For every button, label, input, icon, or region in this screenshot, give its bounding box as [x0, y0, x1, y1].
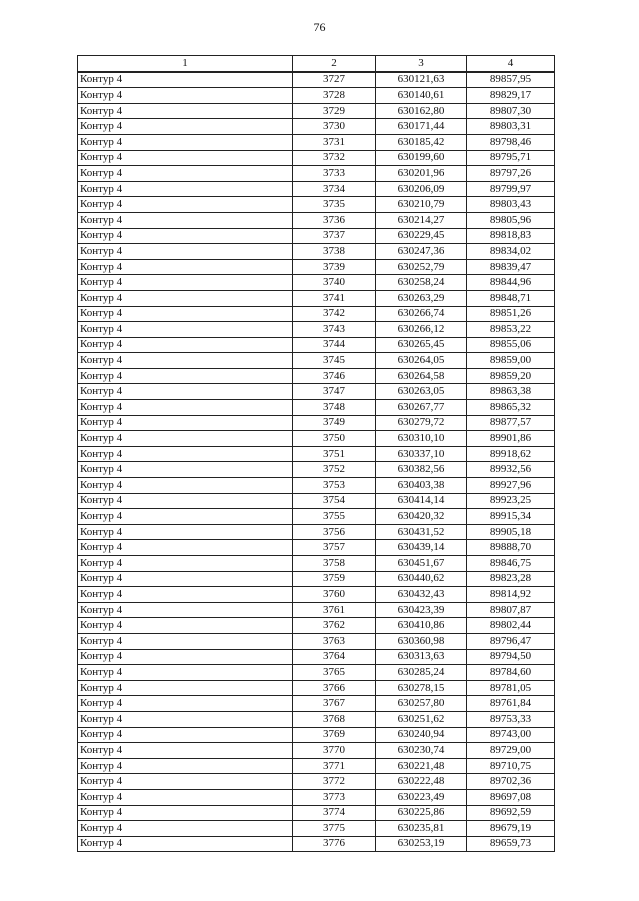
contour-name-cell: Контур 4 — [78, 478, 293, 494]
table-row — [78, 774, 555, 790]
y-coordinate-cell: 89753,33 — [467, 711, 555, 727]
x-coordinate-cell: 630267,77 — [376, 400, 467, 416]
table-row — [78, 556, 555, 572]
contour-name-cell: Контур 4 — [78, 134, 293, 150]
point-number-cell: 3761 — [293, 602, 376, 618]
x-coordinate-cell: 630162,80 — [376, 103, 467, 119]
y-coordinate-cell: 89865,32 — [467, 400, 555, 416]
contour-name-cell: Контур 4 — [78, 88, 293, 104]
x-coordinate-cell: 630264,05 — [376, 353, 467, 369]
y-coordinate-cell: 89799,97 — [467, 181, 555, 197]
point-number-cell: 3752 — [293, 462, 376, 478]
y-coordinate-cell: 89848,71 — [467, 290, 555, 306]
point-number-cell: 3763 — [293, 633, 376, 649]
x-coordinate-cell: 630252,79 — [376, 259, 467, 275]
y-coordinate-cell: 89834,02 — [467, 244, 555, 260]
y-coordinate-cell: 89927,96 — [467, 478, 555, 494]
point-number-cell: 3737 — [293, 228, 376, 244]
y-coordinate-cell: 89729,00 — [467, 743, 555, 759]
point-number-cell: 3731 — [293, 134, 376, 150]
contour-name-cell: Контур 4 — [78, 556, 293, 572]
point-number-cell: 3740 — [293, 275, 376, 291]
contour-name-cell: Контур 4 — [78, 259, 293, 275]
contour-name-cell: Контур 4 — [78, 758, 293, 774]
table-row — [78, 431, 555, 447]
contour-name-cell: Контур 4 — [78, 290, 293, 306]
table-row — [78, 197, 555, 213]
point-number-cell: 3746 — [293, 368, 376, 384]
x-coordinate-cell: 630201,96 — [376, 166, 467, 182]
table-row — [78, 509, 555, 525]
table-row — [78, 353, 555, 369]
point-number-cell: 3760 — [293, 587, 376, 603]
table-row — [78, 259, 555, 275]
x-coordinate-cell: 630121,63 — [376, 72, 467, 88]
point-number-cell: 3776 — [293, 836, 376, 852]
x-coordinate-cell: 630171,44 — [376, 119, 467, 135]
contour-name-cell: Контур 4 — [78, 774, 293, 790]
y-coordinate-cell: 89857,95 — [467, 72, 555, 88]
table-row — [78, 72, 555, 88]
point-number-cell: 3773 — [293, 789, 376, 805]
contour-name-cell: Контур 4 — [78, 493, 293, 509]
point-number-cell: 3755 — [293, 509, 376, 525]
table-row — [78, 758, 555, 774]
point-number-cell: 3759 — [293, 571, 376, 587]
contour-name-cell: Контур 4 — [78, 696, 293, 712]
x-coordinate-cell: 630257,80 — [376, 696, 467, 712]
x-coordinate-cell: 630266,74 — [376, 306, 467, 322]
table-row — [78, 618, 555, 634]
point-number-cell: 3757 — [293, 540, 376, 556]
table-row — [78, 743, 555, 759]
y-coordinate-cell: 89803,43 — [467, 197, 555, 213]
contour-name-cell: Контур 4 — [78, 446, 293, 462]
contour-name-cell: Контур 4 — [78, 322, 293, 338]
y-coordinate-cell: 89807,30 — [467, 103, 555, 119]
table-row — [78, 244, 555, 260]
x-coordinate-cell: 630140,61 — [376, 88, 467, 104]
x-coordinate-cell: 630414,14 — [376, 493, 467, 509]
contour-name-cell: Контур 4 — [78, 602, 293, 618]
contour-name-cell: Контур 4 — [78, 821, 293, 837]
table-row — [78, 384, 555, 400]
x-coordinate-cell: 630221,48 — [376, 758, 467, 774]
point-number-cell: 3736 — [293, 212, 376, 228]
contour-name-cell: Контур 4 — [78, 337, 293, 353]
x-coordinate-cell: 630279,72 — [376, 415, 467, 431]
point-number-cell: 3745 — [293, 353, 376, 369]
contour-name-cell: Контур 4 — [78, 244, 293, 260]
y-coordinate-cell: 89743,00 — [467, 727, 555, 743]
y-coordinate-cell: 89859,20 — [467, 368, 555, 384]
point-number-cell: 3766 — [293, 680, 376, 696]
x-coordinate-cell: 630410,86 — [376, 618, 467, 634]
x-coordinate-cell: 630440,62 — [376, 571, 467, 587]
y-coordinate-cell: 89796,47 — [467, 633, 555, 649]
y-coordinate-cell: 89798,46 — [467, 134, 555, 150]
point-number-cell: 3730 — [293, 119, 376, 135]
point-number-cell: 3770 — [293, 743, 376, 759]
point-number-cell: 3738 — [293, 244, 376, 260]
point-number-cell: 3734 — [293, 181, 376, 197]
point-number-cell: 3735 — [293, 197, 376, 213]
y-coordinate-cell: 89829,17 — [467, 88, 555, 104]
x-coordinate-cell: 630403,38 — [376, 478, 467, 494]
x-coordinate-cell: 630420,32 — [376, 509, 467, 525]
contour-name-cell: Контур 4 — [78, 789, 293, 805]
y-coordinate-cell: 89844,96 — [467, 275, 555, 291]
y-coordinate-cell: 89918,62 — [467, 446, 555, 462]
y-coordinate-cell: 89818,83 — [467, 228, 555, 244]
contour-name-cell: Контур 4 — [78, 103, 293, 119]
x-coordinate-cell: 630235,81 — [376, 821, 467, 837]
point-number-cell: 3729 — [293, 103, 376, 119]
table-body — [78, 72, 555, 852]
table-row — [78, 478, 555, 494]
table-row — [78, 306, 555, 322]
point-number-cell: 3764 — [293, 649, 376, 665]
table-row — [78, 415, 555, 431]
contour-name-cell: Контур 4 — [78, 509, 293, 525]
table-row — [78, 166, 555, 182]
table-row — [78, 571, 555, 587]
x-coordinate-cell: 630185,42 — [376, 134, 467, 150]
y-coordinate-cell: 89692,59 — [467, 805, 555, 821]
x-coordinate-cell: 630230,74 — [376, 743, 467, 759]
point-number-cell: 3775 — [293, 821, 376, 837]
y-coordinate-cell: 89679,19 — [467, 821, 555, 837]
column-header-3: 3 — [376, 56, 467, 72]
x-coordinate-cell: 630214,27 — [376, 212, 467, 228]
contour-name-cell: Контур 4 — [78, 306, 293, 322]
contour-name-cell: Контур 4 — [78, 618, 293, 634]
table-row — [78, 524, 555, 540]
x-coordinate-cell: 630206,09 — [376, 181, 467, 197]
contour-name-cell: Контур 4 — [78, 836, 293, 852]
table-row — [78, 493, 555, 509]
contour-name-cell: Контур 4 — [78, 665, 293, 681]
y-coordinate-cell: 89761,84 — [467, 696, 555, 712]
y-coordinate-cell: 89901,86 — [467, 431, 555, 447]
table-row — [78, 727, 555, 743]
coordinates-table — [77, 55, 555, 852]
x-coordinate-cell: 630265,45 — [376, 337, 467, 353]
x-coordinate-cell: 630253,19 — [376, 836, 467, 852]
contour-name-cell: Контур 4 — [78, 540, 293, 556]
x-coordinate-cell: 630337,10 — [376, 446, 467, 462]
table-row — [78, 134, 555, 150]
contour-name-cell: Контур 4 — [78, 400, 293, 416]
table-row — [78, 150, 555, 166]
y-coordinate-cell: 89805,96 — [467, 212, 555, 228]
table-row — [78, 322, 555, 338]
x-coordinate-cell: 630240,94 — [376, 727, 467, 743]
table-row — [78, 789, 555, 805]
point-number-cell: 3754 — [293, 493, 376, 509]
point-number-cell: 3742 — [293, 306, 376, 322]
y-coordinate-cell: 89823,28 — [467, 571, 555, 587]
y-coordinate-cell: 89859,00 — [467, 353, 555, 369]
table-row — [78, 633, 555, 649]
x-coordinate-cell: 630263,05 — [376, 384, 467, 400]
contour-name-cell: Контур 4 — [78, 462, 293, 478]
y-coordinate-cell: 89853,22 — [467, 322, 555, 338]
contour-name-cell: Контур 4 — [78, 212, 293, 228]
contour-name-cell: Контур 4 — [78, 524, 293, 540]
y-coordinate-cell: 89846,75 — [467, 556, 555, 572]
column-header-4: 4 — [467, 56, 555, 72]
x-coordinate-cell: 630431,52 — [376, 524, 467, 540]
y-coordinate-cell: 89781,05 — [467, 680, 555, 696]
x-coordinate-cell: 630251,62 — [376, 711, 467, 727]
x-coordinate-cell: 630264,58 — [376, 368, 467, 384]
point-number-cell: 3747 — [293, 384, 376, 400]
y-coordinate-cell: 89702,36 — [467, 774, 555, 790]
point-number-cell: 3732 — [293, 150, 376, 166]
contour-name-cell: Контур 4 — [78, 368, 293, 384]
point-number-cell: 3772 — [293, 774, 376, 790]
point-number-cell: 3771 — [293, 758, 376, 774]
contour-name-cell: Контур 4 — [78, 72, 293, 88]
point-number-cell: 3774 — [293, 805, 376, 821]
contour-name-cell: Контур 4 — [78, 431, 293, 447]
point-number-cell: 3733 — [293, 166, 376, 182]
x-coordinate-cell: 630439,14 — [376, 540, 467, 556]
y-coordinate-cell: 89794,50 — [467, 649, 555, 665]
point-number-cell: 3767 — [293, 696, 376, 712]
point-number-cell: 3762 — [293, 618, 376, 634]
column-header-2: 2 — [293, 56, 376, 72]
x-coordinate-cell: 630222,48 — [376, 774, 467, 790]
table-row — [78, 181, 555, 197]
table-row — [78, 337, 555, 353]
point-number-cell: 3751 — [293, 446, 376, 462]
x-coordinate-cell: 630382,56 — [376, 462, 467, 478]
contour-name-cell: Контур 4 — [78, 415, 293, 431]
y-coordinate-cell: 89905,18 — [467, 524, 555, 540]
y-coordinate-cell: 89659,73 — [467, 836, 555, 852]
y-coordinate-cell: 89923,25 — [467, 493, 555, 509]
x-coordinate-cell: 630223,49 — [376, 789, 467, 805]
contour-name-cell: Контур 4 — [78, 166, 293, 182]
x-coordinate-cell: 630313,63 — [376, 649, 467, 665]
table-row — [78, 119, 555, 135]
y-coordinate-cell: 89839,47 — [467, 259, 555, 275]
y-coordinate-cell: 89915,34 — [467, 509, 555, 525]
y-coordinate-cell: 89795,71 — [467, 150, 555, 166]
point-number-cell: 3756 — [293, 524, 376, 540]
table-row — [78, 103, 555, 119]
contour-name-cell: Контур 4 — [78, 649, 293, 665]
x-coordinate-cell: 630210,79 — [376, 197, 467, 213]
point-number-cell: 3753 — [293, 478, 376, 494]
contour-name-cell: Контур 4 — [78, 197, 293, 213]
y-coordinate-cell: 89814,92 — [467, 587, 555, 603]
contour-name-cell: Контур 4 — [78, 150, 293, 166]
contour-name-cell: Контур 4 — [78, 353, 293, 369]
point-number-cell: 3768 — [293, 711, 376, 727]
table-row — [78, 368, 555, 384]
table-header-row — [78, 56, 555, 72]
point-number-cell: 3748 — [293, 400, 376, 416]
table-row — [78, 805, 555, 821]
contour-name-cell: Контур 4 — [78, 275, 293, 291]
table-row — [78, 290, 555, 306]
table-row — [78, 228, 555, 244]
y-coordinate-cell: 89803,31 — [467, 119, 555, 135]
table-row — [78, 836, 555, 852]
y-coordinate-cell: 89802,44 — [467, 618, 555, 634]
x-coordinate-cell: 630451,67 — [376, 556, 467, 572]
table-row — [78, 680, 555, 696]
point-number-cell: 3765 — [293, 665, 376, 681]
x-coordinate-cell: 630225,86 — [376, 805, 467, 821]
table-row — [78, 540, 555, 556]
x-coordinate-cell: 630258,24 — [376, 275, 467, 291]
x-coordinate-cell: 630310,10 — [376, 431, 467, 447]
contour-name-cell: Контур 4 — [78, 711, 293, 727]
page-number: 76 — [313, 20, 326, 34]
y-coordinate-cell: 89888,70 — [467, 540, 555, 556]
point-number-cell: 3741 — [293, 290, 376, 306]
y-coordinate-cell: 89877,57 — [467, 415, 555, 431]
contour-name-cell: Контур 4 — [78, 384, 293, 400]
table-row — [78, 212, 555, 228]
point-number-cell: 3739 — [293, 259, 376, 275]
y-coordinate-cell: 89797,26 — [467, 166, 555, 182]
point-number-cell: 3743 — [293, 322, 376, 338]
y-coordinate-cell: 89851,26 — [467, 306, 555, 322]
table-row — [78, 275, 555, 291]
contour-name-cell: Контур 4 — [78, 727, 293, 743]
y-coordinate-cell: 89863,38 — [467, 384, 555, 400]
point-number-cell: 3728 — [293, 88, 376, 104]
table-row — [78, 602, 555, 618]
x-coordinate-cell: 630266,12 — [376, 322, 467, 338]
y-coordinate-cell: 89697,08 — [467, 789, 555, 805]
table-row — [78, 400, 555, 416]
contour-name-cell: Контур 4 — [78, 228, 293, 244]
y-coordinate-cell: 89807,87 — [467, 602, 555, 618]
point-number-cell: 3744 — [293, 337, 376, 353]
point-number-cell: 3758 — [293, 556, 376, 572]
x-coordinate-cell: 630247,36 — [376, 244, 467, 260]
y-coordinate-cell: 89784,60 — [467, 665, 555, 681]
x-coordinate-cell: 630229,45 — [376, 228, 467, 244]
table-row — [78, 711, 555, 727]
contour-name-cell: Контур 4 — [78, 633, 293, 649]
contour-name-cell: Контур 4 — [78, 743, 293, 759]
x-coordinate-cell: 630423,39 — [376, 602, 467, 618]
table-row — [78, 649, 555, 665]
table-row — [78, 696, 555, 712]
point-number-cell: 3749 — [293, 415, 376, 431]
y-coordinate-cell: 89932,56 — [467, 462, 555, 478]
x-coordinate-cell: 630278,15 — [376, 680, 467, 696]
column-header-1: 1 — [78, 56, 293, 72]
table-row — [78, 821, 555, 837]
point-number-cell: 3727 — [293, 72, 376, 88]
contour-name-cell: Контур 4 — [78, 571, 293, 587]
y-coordinate-cell: 89710,75 — [467, 758, 555, 774]
y-coordinate-cell: 89855,06 — [467, 337, 555, 353]
x-coordinate-cell: 630199,60 — [376, 150, 467, 166]
table-row — [78, 665, 555, 681]
point-number-cell: 3769 — [293, 727, 376, 743]
contour-name-cell: Контур 4 — [78, 119, 293, 135]
point-number-cell: 3750 — [293, 431, 376, 447]
contour-name-cell: Контур 4 — [78, 181, 293, 197]
contour-name-cell: Контур 4 — [78, 805, 293, 821]
x-coordinate-cell: 630360,98 — [376, 633, 467, 649]
x-coordinate-cell: 630263,29 — [376, 290, 467, 306]
contour-name-cell: Контур 4 — [78, 587, 293, 603]
table-row — [78, 446, 555, 462]
contour-name-cell: Контур 4 — [78, 680, 293, 696]
table-row — [78, 462, 555, 478]
table-row — [78, 88, 555, 104]
x-coordinate-cell: 630285,24 — [376, 665, 467, 681]
table-row — [78, 587, 555, 603]
x-coordinate-cell: 630432,43 — [376, 587, 467, 603]
